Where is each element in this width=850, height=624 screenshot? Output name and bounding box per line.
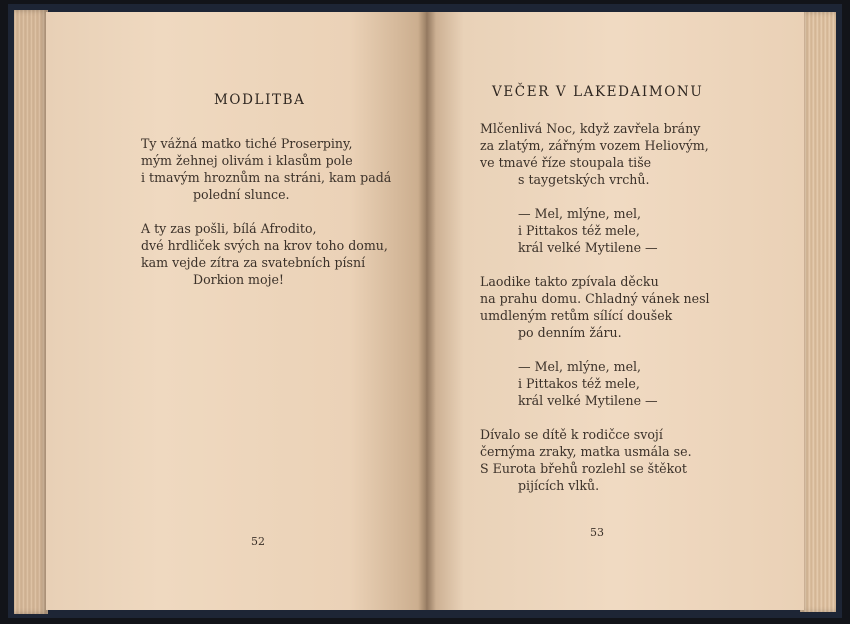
- poem-line: za zlatým, zářným vozem Heliovým,: [480, 138, 709, 153]
- left-page: [46, 12, 426, 610]
- stanza-break: [141, 203, 391, 220]
- right-page: [426, 12, 804, 610]
- poem-title: MODLITBA: [214, 92, 306, 108]
- poem-line: Dorkion moje!: [193, 272, 284, 287]
- poem-body: [141, 135, 391, 288]
- refrain-line: král velké Mytilene —: [518, 393, 658, 408]
- poem-line: mým žehnej olivám i klasům pole: [141, 153, 353, 168]
- poem-line: Laodike takto zpívala děcku: [480, 274, 659, 289]
- poem-line: Mlčenlivá Noc, když zavřela brány: [480, 121, 701, 136]
- poem-line: dvé hrdliček svých na krov toho domu,: [141, 238, 388, 253]
- poem-body: [480, 120, 710, 494]
- page-number: 52: [251, 535, 265, 548]
- poem-line: umdleným retům sílící doušek: [480, 308, 673, 323]
- poem-line: pijících vlků.: [518, 478, 600, 493]
- book-gutter: [418, 12, 436, 610]
- stanza-break: [480, 341, 710, 358]
- poem-line: Ty vážná matko tiché Proserpiny,: [141, 136, 353, 151]
- poem-line: Dívalo se dítě k rodičce svojí: [480, 427, 663, 442]
- refrain-line: i Pittakos též mele,: [518, 376, 640, 391]
- poem-line: s taygetských vrchů.: [518, 172, 650, 187]
- poem-line: polední slunce.: [193, 187, 290, 202]
- left-page-edges: [14, 10, 48, 614]
- poem-line: A ty zas pošli, bílá Afrodito,: [141, 221, 317, 236]
- poem-title: VEČER V LAKEDAIMONU: [492, 84, 704, 100]
- refrain-line: — Mel, mlýne, mel,: [518, 359, 642, 374]
- refrain-line: i Pittakos též mele,: [518, 223, 640, 238]
- poem-line: S Eurota břehů rozlehl se štěkot: [480, 461, 687, 476]
- poem-line: i tmavým hroznům na stráni, kam padá: [141, 170, 392, 185]
- right-page-edges: [800, 12, 836, 612]
- stanza-break: [480, 188, 710, 205]
- refrain-line: král velké Mytilene —: [518, 240, 658, 255]
- poem-line: ve tmavé říze stoupala tiše: [480, 155, 652, 170]
- stanza-break: [480, 409, 710, 426]
- poem-line: po denním žáru.: [518, 325, 622, 340]
- poem-line: na prahu domu. Chladný vánek nesl: [480, 291, 710, 306]
- page-number: 53: [590, 526, 604, 539]
- refrain-line: — Mel, mlýne, mel,: [518, 206, 642, 221]
- poem-line: kam vejde zítra za svatebních písní: [141, 255, 366, 270]
- poem-line: černýma zraky, matka usmála se.: [480, 444, 692, 459]
- stanza-break: [480, 256, 710, 273]
